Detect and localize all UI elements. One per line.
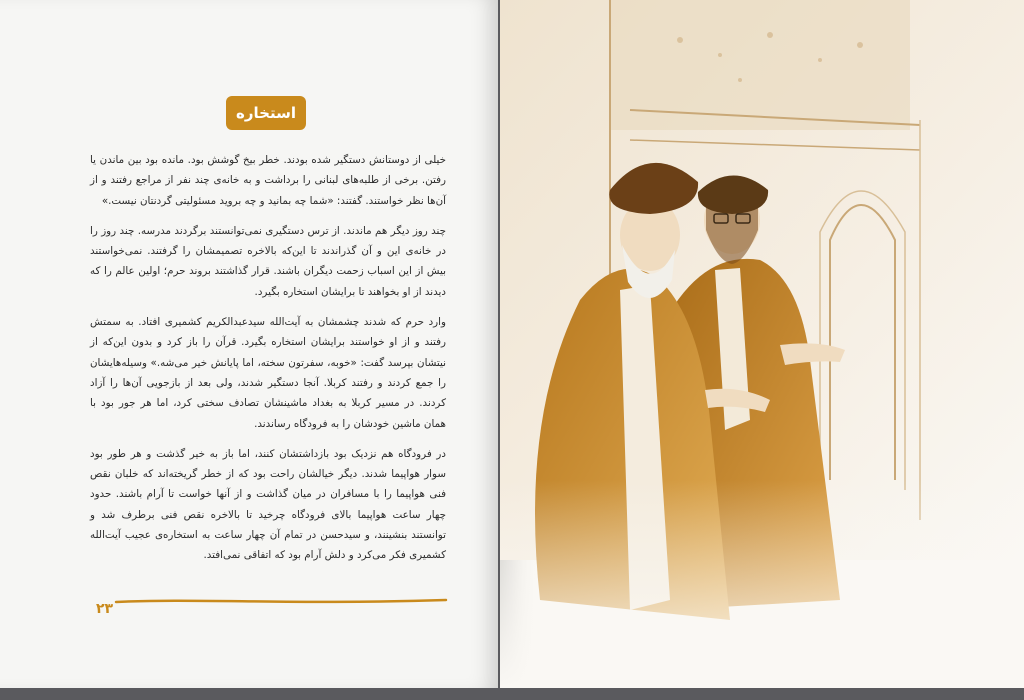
clerics-illustration bbox=[500, 0, 1024, 688]
chapter-title: استخاره bbox=[226, 96, 306, 130]
paragraph-3: وارد حرم که شدند چشمشان به آیت‌الله سیدعبدالکریم کشمیری افتاد. به سمتش رفتند و از او خواستند برایشان استخاره بگیرد. قرآن را باز کرد و بدون این‌که از نیتشان بپرسد گفت: «خوبه، سفرتون سخته، اما پایانش خیر می‌شه.» وسیله‌هایشان را جمع کردند و رفتند کربلا. آنجا دستگیر شدند، ولی بعد از بازجویی آن‌ها را آزاد کردند. در مسیر کربلا به بغداد ماشینشان تصادف سختی کرد، اما هر جور بود با همان ماشین خودشان را به فرودگاه رساندند. bbox=[90, 316, 446, 430]
paragraph-4: در فرودگاه هم نزدیک بود بازداشتشان کنند، اما باز به خیر گذشت و هر طور بود سوار هواپیما شدند. دیگر خیالشان راحت بود که از خطر گریخته‌اند که خلبان نقص فنی هواپیما را با مسافران در میان گذاشت و از آنها خواست تا آرام باشند. حدود چهار ساعت هواپیما بالای فرودگاه چرخید تا بالاخره نقص فنی برطرف شد و توانستند بنشینند، و سیدحسن در تمام آن چهار ساعت به استخاره‌ی عجیب آیت‌الله کشمیری فکر می‌کرد و دلش آرام بود که اتفاقی نمی‌افتد. bbox=[90, 447, 446, 562]
paragraph-1: خیلی از دوستانش دستگیر شده بودند. خطر بیخ گوشش بود. مانده بود بین ماندن یا رفتن. برخی از طلبه‌های لبنانی را برداشت و به خانه‌ی چند نفر از مراجع رفتند و از آن‌ها نظر خواستند. گفتند: «شما چه بمانید و چه بروید مسئولیتی گردنتان نیست.» bbox=[90, 154, 446, 207]
left-page bbox=[0, 0, 498, 688]
right-page bbox=[500, 0, 1024, 688]
page-number: ۲۳ bbox=[96, 601, 114, 617]
body-text bbox=[90, 150, 446, 576]
page-divider-line bbox=[96, 596, 448, 608]
paragraph-2: چند روز دیگر هم ماندند. از ترس دستگیری نمی‌توانستند برگردند مدرسه. چند روز را در خانه‌ی این و آن گذراندند تا این‌که بالاخره تصمیمشان را گرفتند. نمی‌خواستند بیش از این اسباب زحمت دیگران باشند. قرار گذاشتند بروند حرم؛ اولین عالم را که دیدند از او بخواهند تا برایشان استخاره بگیرد. bbox=[90, 224, 446, 298]
